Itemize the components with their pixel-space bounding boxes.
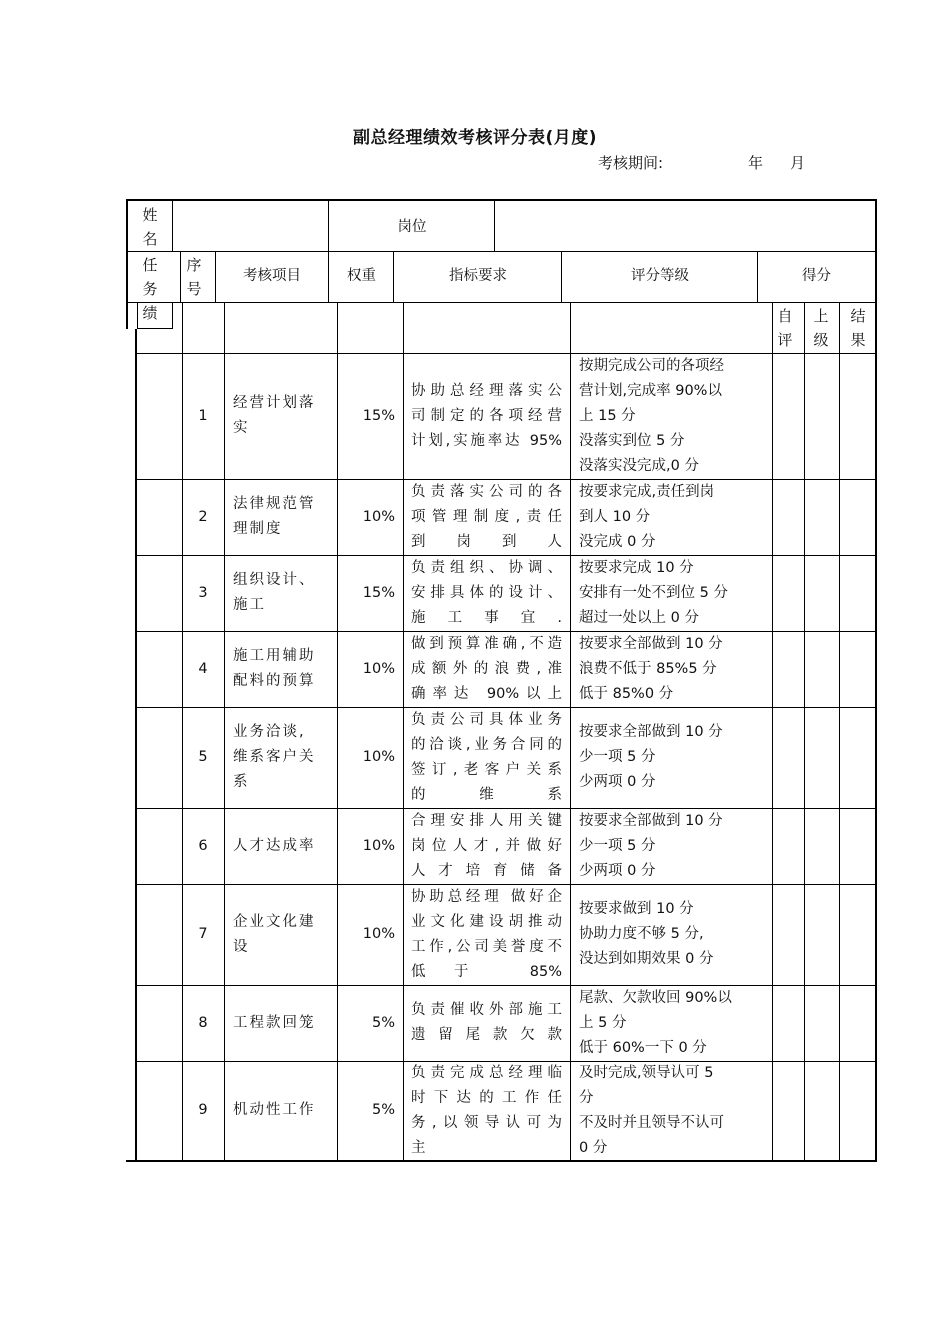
table-rule — [137, 1061, 875, 1062]
text-line: 计划,实施率达 95% — [411, 432, 562, 449]
row-item — [233, 985, 330, 1061]
text-line: 务,以领导认可为 — [411, 1114, 562, 1131]
score-self-input[interactable] — [772, 555, 804, 631]
table-rule — [137, 631, 875, 632]
row-requirement — [411, 707, 562, 808]
row-grade — [579, 555, 767, 631]
text-line: 设 — [233, 938, 250, 955]
score-self-input[interactable] — [772, 1061, 804, 1160]
text-line: 按要求完成 10 分 — [579, 559, 694, 576]
row-seq: 3 — [198, 584, 208, 601]
score-result-input[interactable] — [839, 479, 875, 555]
score-result-input[interactable] — [839, 707, 875, 808]
text-line: 负责完成总经理临 — [411, 1064, 562, 1081]
row-requirement — [411, 1061, 562, 1160]
row-requirement — [411, 985, 562, 1061]
text-line: 及时完成,领导认可 5 — [579, 1064, 714, 1081]
table-rule — [839, 302, 840, 1160]
score-superior-input[interactable] — [804, 1061, 839, 1160]
score-result-input[interactable] — [839, 1061, 875, 1160]
text-line: 少两项 0 分 — [579, 862, 656, 879]
row-item — [233, 479, 330, 555]
row-weight: 10% — [362, 749, 395, 765]
table-rule — [172, 199, 173, 251]
text-line: 司制定的各项经营 — [411, 407, 562, 424]
row-requirement — [411, 808, 562, 884]
text-line: 上 5 分 — [579, 1014, 627, 1031]
score-result-input[interactable] — [839, 985, 875, 1061]
text-line: 协助力度不够 5 分, — [579, 926, 704, 942]
text-line: 组织设计、 — [233, 572, 316, 588]
text-line: 按期完成公司的各项经 — [579, 357, 724, 374]
text-line: 按要求全部做到 10 分 — [579, 724, 723, 740]
table-rule — [875, 199, 877, 1162]
text-line: 分 — [579, 1089, 594, 1106]
row-grade — [579, 479, 767, 555]
row-seq: 4 — [198, 660, 208, 677]
table-rule — [570, 302, 571, 1160]
text-line: 没完成 0 分 — [579, 533, 656, 550]
score-superior-input[interactable] — [804, 884, 839, 985]
text-line: 人才达成率 — [233, 837, 316, 854]
row-requirement — [411, 479, 562, 555]
score-self-input[interactable] — [772, 985, 804, 1061]
score-self-header: 自评 — [777, 307, 793, 349]
row-seq: 9 — [198, 1102, 208, 1118]
row-item — [233, 555, 330, 631]
col-item-header: 考核项目 — [243, 268, 301, 284]
table-rule — [137, 302, 138, 329]
table-rule — [328, 199, 329, 302]
score-result-input[interactable] — [839, 808, 875, 884]
table-rule — [137, 808, 875, 809]
score-result-header: 结果 — [850, 307, 866, 349]
row-weight: 15% — [362, 584, 395, 601]
row-requirement — [411, 884, 562, 985]
row-seq: 7 — [198, 926, 208, 942]
row-weight: 10% — [362, 837, 395, 854]
table-rule — [337, 302, 338, 1160]
table-rule — [215, 251, 216, 302]
table-rule — [135, 329, 137, 1162]
score-result-input[interactable] — [839, 555, 875, 631]
row-grade — [579, 1061, 767, 1160]
text-line: 理制度 — [233, 521, 283, 537]
text-line: 安排具体的设计、 — [411, 584, 562, 601]
table-rule — [561, 251, 562, 302]
text-line: 的维系 — [411, 786, 562, 803]
text-line: 营计划,完成率 90%以 — [579, 382, 722, 399]
period-year: 年 — [748, 154, 764, 172]
table-rule — [137, 884, 875, 885]
table-rule — [393, 251, 394, 302]
text-line: 合理安排人用关键 — [411, 812, 562, 829]
table-rule — [182, 302, 183, 1160]
score-superior-input[interactable] — [804, 808, 839, 884]
text-line: 负责落实公司的各 — [411, 483, 562, 500]
table-rule — [172, 302, 173, 329]
text-line: 没落实没完成,0 分 — [579, 457, 699, 474]
text-line: 项管理制度,责任 — [411, 508, 562, 525]
position-label: 岗位 — [397, 218, 427, 235]
score-self-input[interactable] — [772, 479, 804, 555]
text-line: 超过一处以上 0 分 — [579, 609, 699, 626]
table-rule — [772, 302, 773, 1160]
text-line: 系 — [233, 774, 250, 790]
row-grade — [579, 353, 767, 479]
text-line: 不及时并且领导不认可 — [579, 1114, 724, 1131]
text-line: 法律规范管 — [233, 496, 316, 512]
row-item — [233, 1061, 330, 1160]
text-line: 人才培育储备 — [411, 862, 562, 879]
table-rule — [137, 353, 875, 354]
table-rule — [180, 251, 181, 302]
row-requirement — [411, 555, 562, 631]
text-line: 浪费不低于 85%5 分 — [579, 660, 717, 677]
name-value[interactable] — [174, 203, 329, 251]
col-requirement-header: 指标要求 — [449, 268, 507, 284]
text-line: 岗位人才,并做好 — [411, 837, 562, 854]
name-label: 姓名 — [142, 206, 158, 248]
col-seq-header: 序号 — [186, 256, 202, 298]
row-seq: 5 — [198, 749, 208, 765]
period-label: 考核期间: — [598, 154, 664, 172]
table-rule — [128, 302, 875, 303]
text-line: 时下达的工作任 — [411, 1089, 562, 1106]
text-line: 没达到如期效果 0 分 — [579, 951, 714, 967]
text-line: 施工 — [233, 597, 266, 613]
table-rule — [126, 199, 128, 329]
row-item — [233, 631, 330, 707]
row-item — [233, 808, 330, 884]
score-self-input[interactable] — [772, 884, 804, 985]
row-requirement — [411, 353, 562, 479]
text-line: 低于 85% — [411, 963, 562, 980]
score-self-input[interactable] — [772, 707, 804, 808]
text-line: 施工事宜. — [411, 609, 562, 626]
score-self-input[interactable] — [772, 631, 804, 707]
table-rule — [126, 199, 877, 201]
text-line: 尾款、欠款收回 90%以 — [579, 989, 732, 1006]
table-rule — [128, 251, 875, 252]
score-superior-input[interactable] — [804, 353, 839, 479]
text-line: 按要求做到 10 分 — [579, 901, 694, 917]
row-seq: 1 — [198, 407, 208, 424]
text-line: 按要求全部做到 10 分 — [579, 812, 723, 829]
text-line: 确率达 90%以上 — [411, 685, 562, 702]
score-result-input[interactable] — [839, 884, 875, 985]
row-weight: 10% — [362, 660, 395, 677]
row-weight: 5% — [371, 1102, 395, 1118]
text-line: 协助总经理 做好企 — [411, 888, 562, 905]
text-line: 机动性工作 — [233, 1102, 316, 1118]
text-line: 业文化建设胡推动 — [411, 913, 562, 930]
text-line: 维系客户关 — [233, 749, 316, 765]
text-line: 配料的预算 — [233, 673, 316, 689]
row-seq: 8 — [198, 1014, 208, 1031]
table-rule — [137, 479, 875, 480]
row-grade — [579, 808, 767, 884]
score-superior-header: 上级 — [813, 307, 829, 349]
row-grade — [579, 884, 767, 985]
row-weight: 10% — [362, 926, 395, 942]
table-rule — [137, 707, 875, 708]
text-line: 少一项 5 分 — [579, 749, 656, 765]
col-grade-header: 评分等级 — [631, 268, 689, 284]
text-line: 主 — [411, 1139, 426, 1156]
text-line: 低于 60%一下 0 分 — [579, 1039, 707, 1056]
text-line: 成额外的浪费,准 — [411, 660, 562, 677]
table-rule — [126, 1160, 877, 1162]
score-superior-input[interactable] — [804, 479, 839, 555]
table-rule — [137, 328, 173, 329]
period-month: 月 — [790, 154, 806, 172]
task-label: 任务绩 — [142, 256, 158, 322]
row-grade — [579, 707, 767, 808]
row-grade — [579, 985, 767, 1061]
row-item — [233, 353, 330, 479]
text-line: 施工用辅助 — [233, 648, 316, 664]
row-item — [233, 707, 330, 808]
text-line: 0 分 — [579, 1139, 608, 1156]
table-rule — [403, 302, 404, 1160]
row-requirement — [411, 631, 562, 707]
text-line: 上 15 分 — [579, 407, 636, 424]
text-line: 到岗到人 — [411, 533, 562, 550]
text-line: 遗留尾款欠款 — [411, 1027, 562, 1043]
row-seq: 6 — [198, 837, 208, 854]
text-line: 负责组织、协调、 — [411, 559, 562, 576]
text-line: 业务洽谈, — [233, 724, 306, 740]
text-line: 按要求全部做到 10 分 — [579, 635, 723, 652]
score-superior-input[interactable] — [804, 631, 839, 707]
score-self-input[interactable] — [772, 808, 804, 884]
text-line: 签订,老客户关系 — [411, 761, 562, 778]
score-result-input[interactable] — [839, 353, 875, 479]
col-weight-header: 权重 — [347, 268, 376, 284]
row-weight: 5% — [371, 1014, 395, 1031]
table-rule — [137, 985, 875, 986]
position-value[interactable] — [495, 203, 875, 251]
text-line: 负责催收外部施工 — [411, 1002, 562, 1018]
score-superior-input[interactable] — [804, 707, 839, 808]
row-grade — [579, 631, 767, 707]
table-rule — [494, 199, 495, 251]
text-line: 的洽谈,业务合同的 — [411, 736, 562, 753]
text-line: 协助总经理落实公 — [411, 382, 562, 399]
row-item — [233, 884, 330, 985]
text-line: 到人 10 分 — [579, 508, 651, 525]
row-seq: 2 — [198, 508, 208, 525]
col-score-header: 得分 — [802, 268, 831, 284]
text-line: 负责公司具体业务 — [411, 711, 562, 728]
score-self-input[interactable] — [772, 353, 804, 479]
text-line: 做到预算准确,不造 — [411, 635, 562, 652]
text-line: 经营计划落 — [233, 395, 316, 411]
text-line: 按要求完成,责任到岗 — [579, 483, 715, 500]
row-weight: 15% — [362, 407, 395, 424]
score-superior-input[interactable] — [804, 985, 839, 1061]
text-line: 实 — [233, 420, 250, 436]
text-line: 没落实到位 5 分 — [579, 432, 685, 449]
table-rule — [804, 302, 805, 1160]
page-title: 副总经理绩效考核评分表(月度) — [352, 128, 598, 148]
score-result-input[interactable] — [839, 631, 875, 707]
text-line: 低于 85%0 分 — [579, 685, 674, 702]
table-rule — [224, 302, 225, 1160]
text-line: 企业文化建 — [233, 913, 316, 930]
table-rule — [757, 251, 758, 302]
text-line: 少两项 0 分 — [579, 774, 656, 790]
text-line: 少一项 5 分 — [579, 837, 656, 854]
score-superior-input[interactable] — [804, 555, 839, 631]
text-line: 安排有一处不到位 5 分 — [579, 584, 728, 601]
text-line: 工程款回笼 — [233, 1014, 316, 1031]
row-weight: 10% — [362, 508, 395, 525]
table-rule — [137, 555, 875, 556]
text-line: 工作,公司美誉度不 — [411, 938, 562, 955]
